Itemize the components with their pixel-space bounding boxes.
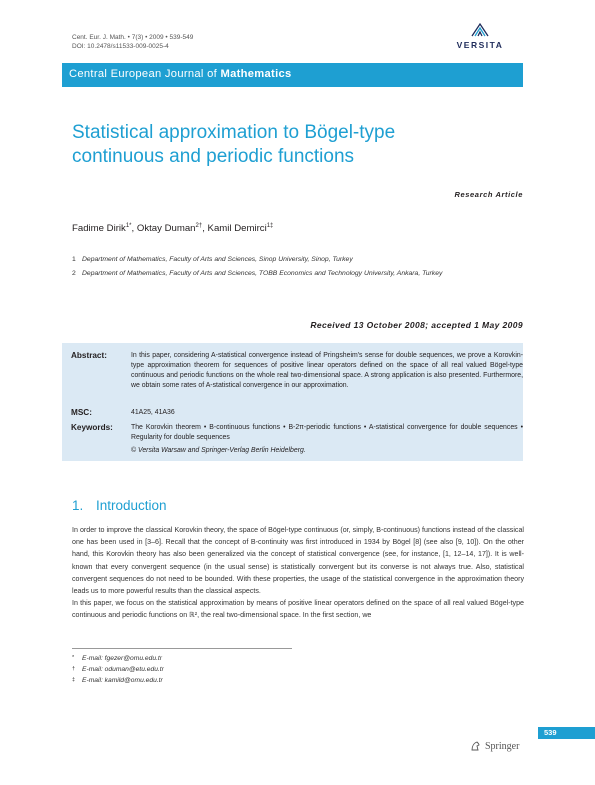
footnote	[72, 666, 164, 673]
author-name: Kamil Demirci	[207, 223, 267, 235]
footnote-mark: †	[72, 666, 76, 672]
abstract-text: In this paper, considering A-statistical convergence instead of Pringsheim's sense for double sequences, we prove a Korovkin-type approximation theorem for sequences of positive linear operators defined on the space of all real valued Bögel-type continuous and periodic functions on the whole real two-dimensional space. A strong application is also presented. Furthermore, we obtain some rates of A-statistical convergence in our approximation.	[131, 352, 523, 389]
citation-block	[72, 33, 193, 51]
footnote-mark: ‡	[72, 677, 76, 683]
author-sup: 2†	[195, 223, 203, 229]
keywords-label: Keywords:	[71, 423, 113, 432]
publisher-logo-text: VERSITA	[456, 40, 504, 50]
footnote	[72, 677, 163, 684]
section-number: 1.	[72, 498, 84, 513]
footnote-email[interactable]: E-mail: kamild@omu.edu.tr	[82, 677, 163, 684]
section-title: Introduction	[96, 498, 167, 513]
springer-logo	[470, 740, 519, 752]
footnote-email[interactable]: E-mail: fgezer@omu.edu.tr	[82, 655, 163, 662]
received-dates: Received 13 October 2008; accepted 1 May 2009	[310, 320, 523, 330]
footnote	[72, 655, 162, 662]
affiliation	[72, 256, 353, 263]
abstract-label: Abstract:	[71, 351, 107, 360]
springer-logo-text: Springer	[485, 740, 520, 752]
author-list: Fadime Dirik$^{1*}$, Oktay Duman$^{2\dagger}$, Kamil Demirci$^{1\ddagger}$	[72, 223, 274, 235]
article-type: Research Article	[454, 190, 523, 199]
affiliation-number: 2	[72, 270, 76, 277]
author-sup: 1*	[125, 223, 132, 229]
keywords-text: The Korovkin theorem • B-continuous functions • B-2π-periodic functions • A-statistical convergence for double sequences • Regularity for double sequences	[131, 424, 523, 441]
author-name: Oktay Duman	[136, 223, 196, 235]
page-number: 539	[538, 727, 595, 739]
paragraph: In this paper, we focus on the statistical approximation by means of positive linear operators defined on the space of all real valued Bögel-type continuous and periodic functions on ℝ², the real two-dimensional space. In the first section, we	[72, 599, 524, 620]
affiliation-text: Department of Mathematics, Faculty of Arts and Sciences, Sinop University, Sinop, Turkey	[82, 256, 353, 263]
affiliation-number: 1	[72, 256, 76, 263]
affiliation	[72, 270, 442, 277]
footnote-mark: *	[72, 655, 75, 661]
paragraph: In order to improve the classical Korovkin theory, the space of Bögel-type continuous (or, simply, B-continuous) functions instead of the classical one has been used in [3–6]. Recall that the concept of B-continuity was first introduced in 1934 by Bögel [8] (see also [9, 10]). On the other hand, this Korovkin theory has also been generalized via the concept of statistical convergence (see, for instance, [1, 12–14, 17]). It is well-known that every convergent sequence (in the usual sense) is statistically convergent but its converse is not always true. Also, statistical convergent sequences do not need to be bounded. With these properties, the usage of the statistical convergence in the approximation theory leads us to more powerful results than the classical aspects.	[72, 526, 524, 596]
copyright-notice: © Versita Warsaw and Springer-Verlag Berlin Heidelberg.	[131, 447, 306, 454]
journal-name-prefix: Central European Journal of	[69, 68, 221, 80]
affiliation-text: Department of Mathematics, Faculty of Arts and Sciences, TOBB Economics and Technology University, Ankara, Turkey	[82, 270, 443, 277]
versita-leaf-icon	[470, 22, 490, 38]
section-heading	[72, 498, 167, 513]
publisher-logo	[444, 22, 516, 50]
footnote-email[interactable]: E-mail: oduman@etu.edu.tr	[82, 666, 164, 673]
citation: Cent. Eur. J. Math. • 7(3) • 2009 • 539-549	[72, 34, 194, 41]
springer-horse-icon	[470, 740, 482, 752]
paper-title: Statistical approximation to Bögel-type continuous and periodic functions	[72, 122, 396, 167]
body-text	[72, 524, 524, 622]
journal-banner	[62, 63, 523, 87]
journal-name-bold: Mathematics	[220, 68, 292, 80]
author-name: Fadime Dirik	[72, 223, 126, 235]
doi[interactable]: DOI: 10.2478/s11533-009-0025-4	[72, 43, 169, 50]
footnote-rule	[72, 648, 292, 649]
msc-codes: 41A25, 41A36	[131, 409, 175, 416]
author-sup: 1‡	[266, 223, 274, 229]
msc-label: MSC:	[71, 408, 92, 417]
